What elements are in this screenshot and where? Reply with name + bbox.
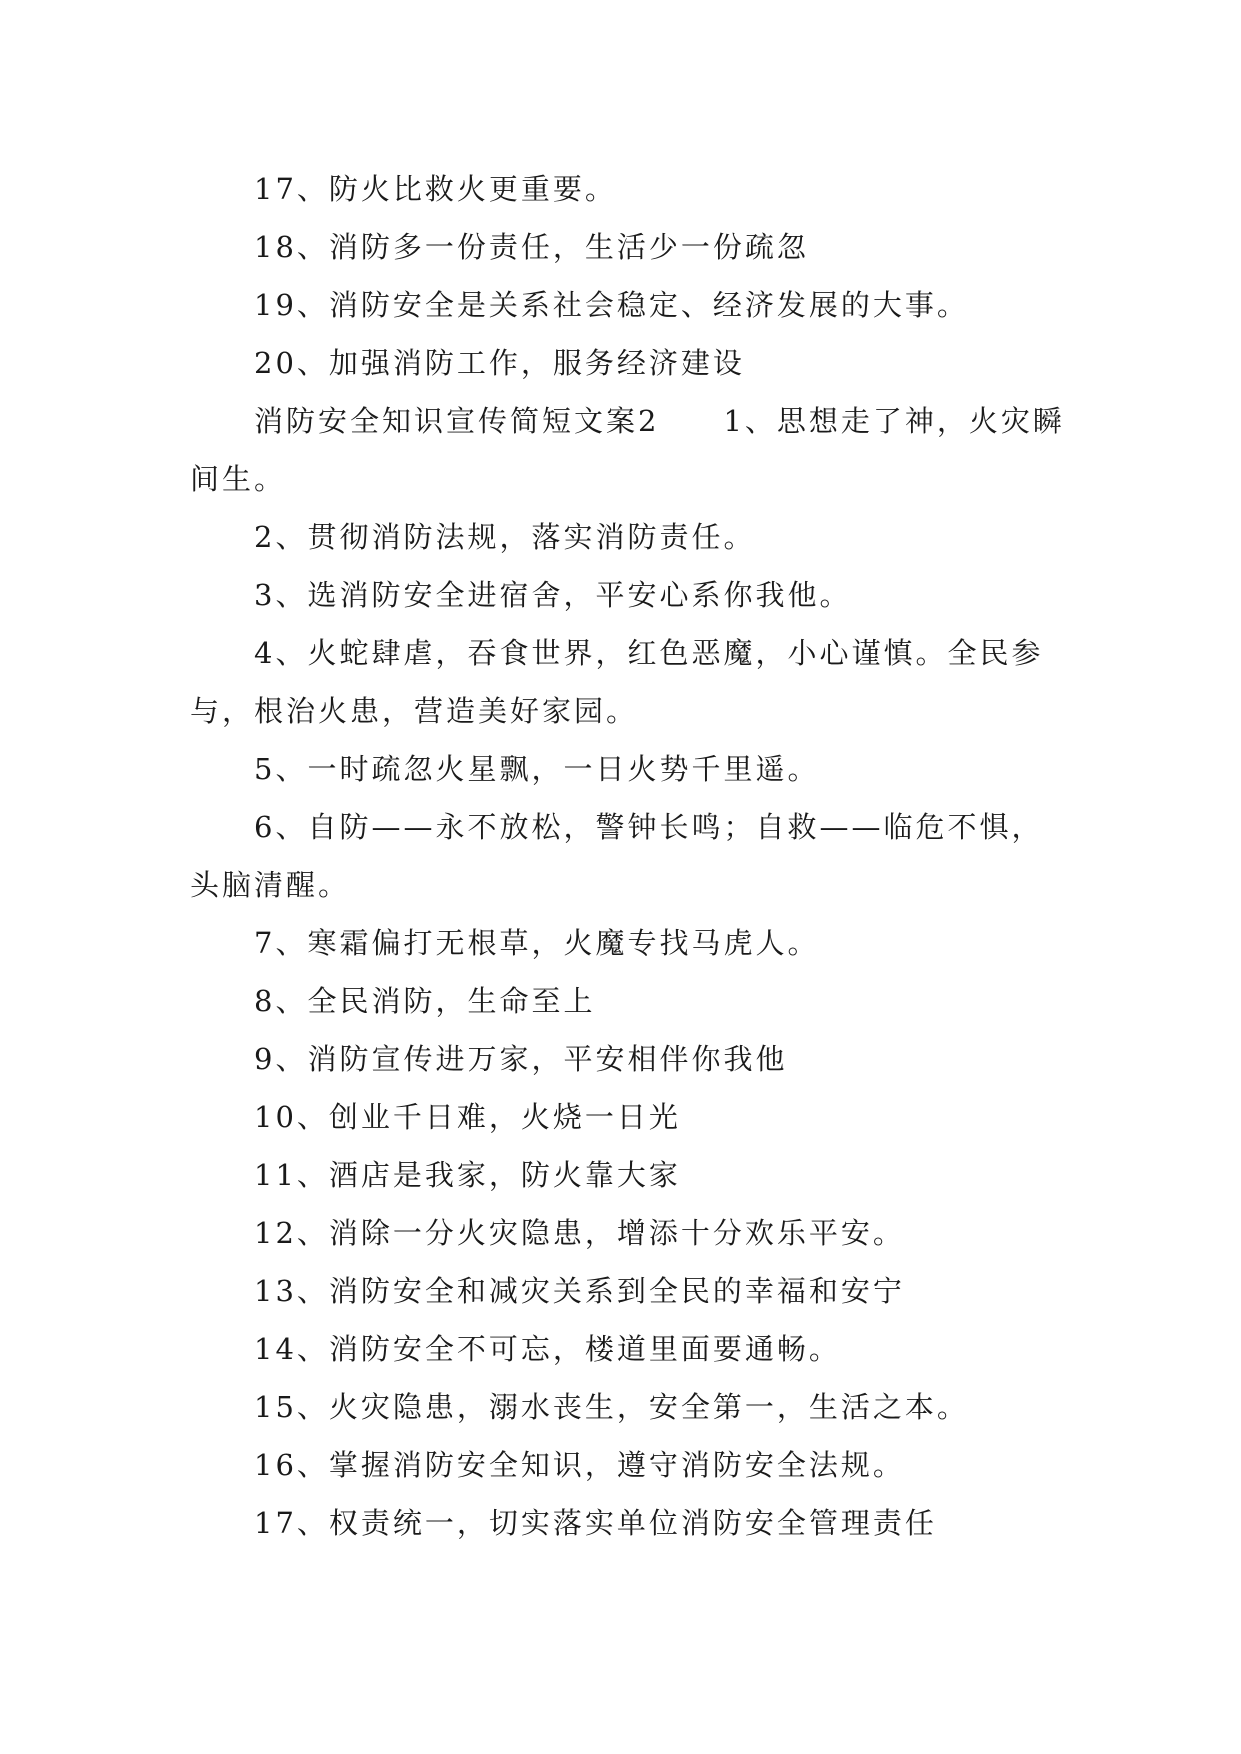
paragraph-16: 12、消除一分火灾隐患，增添十分欢乐平安。 xyxy=(254,1216,905,1250)
paragraph-13: 9、消防宣传进万家，平安相伴你我他 xyxy=(254,1042,788,1076)
paragraph-3: 19、消防安全是关系社会稳定、经济发展的大事。 xyxy=(254,288,969,322)
paragraph-15: 11、酒店是我家，防火靠大家 xyxy=(254,1158,681,1192)
paragraph-18: 14、消防安全不可忘，楼道里面要通畅。 xyxy=(254,1332,841,1366)
paragraph-5: 消防安全知识宣传简短文案2 1、思想走了神，火灾瞬间生。 xyxy=(190,404,1065,496)
paragraph-2: 18、消防多一份责任，生活少一份疏忽 xyxy=(254,230,809,264)
paragraph-10: 6、自防——永不放松，警钟长鸣；自救——临危不惧，头脑清醒。 xyxy=(190,810,1044,902)
paragraph-8: 4、火蛇肆虐，吞食世界，红色恶魔，小心谨慎。全民参与，根治火患，营造美好家园。 xyxy=(190,636,1044,728)
paragraph-7: 3、选消防安全进宿舍，平安心系你我他。 xyxy=(254,578,852,612)
paragraph-1: 17、防火比救火更重要。 xyxy=(254,172,617,206)
paragraph-14: 10、创业千日难，火烧一日光 xyxy=(254,1100,681,1134)
paragraph-6: 2、贯彻消防法规，落实消防责任。 xyxy=(254,520,756,554)
paragraph-20: 16、掌握消防安全知识，遵守消防安全法规。 xyxy=(254,1448,905,1482)
paragraph-4: 20、加强消防工作，服务经济建设 xyxy=(254,346,745,380)
paragraph-9: 5、一时疏忽火星飘，一日火势千里遥。 xyxy=(254,752,820,786)
document-page xyxy=(190,160,1070,1552)
paragraph-21: 17、权责统一，切实落实单位消防安全管理责任 xyxy=(254,1506,937,1540)
paragraph-12: 8、全民消防，生命至上 xyxy=(254,984,596,1018)
paragraph-11: 7、寒霜偏打无根草，火魔专找马虎人。 xyxy=(254,926,820,960)
paragraph-19: 15、火灾隐患，溺水丧生，安全第一，生活之本。 xyxy=(254,1390,969,1424)
paragraph-17: 13、消防安全和减灾关系到全民的幸福和安宁 xyxy=(254,1274,905,1308)
